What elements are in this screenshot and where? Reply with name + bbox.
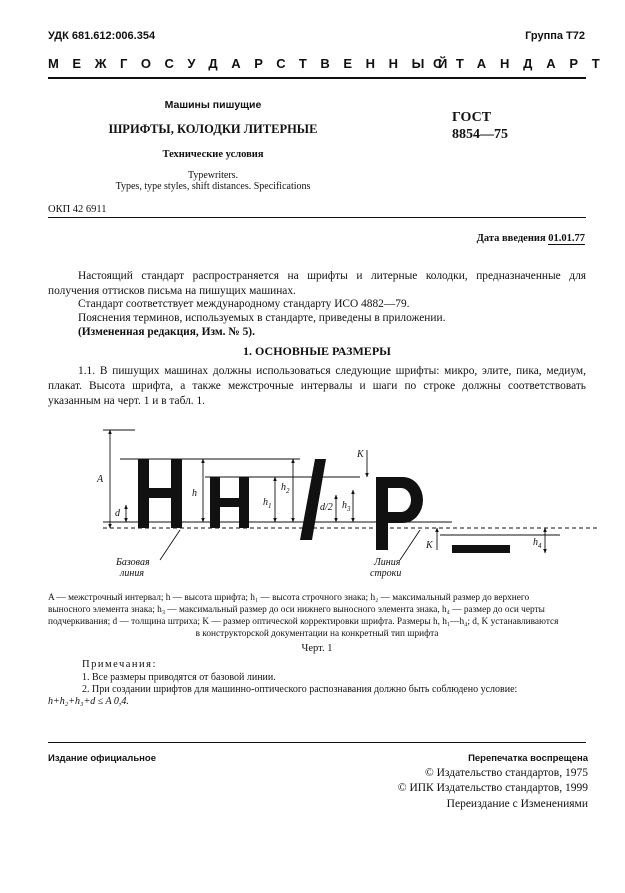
note-item-1: 1. Все размеры приводятся от базовой линии. bbox=[82, 672, 276, 683]
label-d2: d/2 bbox=[320, 502, 333, 513]
copyright-1975: © Издательство стандартов, 1975 bbox=[424, 767, 588, 779]
section-paragraph: 1.1. В пишущих машинах должны использоваться следующие шрифты: микро, элите, пика, медиум, плакат. Высота шрифта, а также межстрочные интервалы и шаги по строке должны соответствовать указанным на черт. 1 и в табл. 1. bbox=[48, 365, 586, 407]
english-title-line2: Types, type styles, shift distances. Specifications bbox=[115, 181, 311, 192]
gost-number: 8854—75 bbox=[452, 127, 508, 142]
label-h2: $h_2$ bbox=[281, 482, 290, 495]
label-A: A bbox=[97, 474, 104, 485]
figure-title: Черт. 1 bbox=[301, 643, 333, 654]
copyright-1999: © ИПК Издательство стандартов, 1999 bbox=[397, 782, 588, 794]
intro-paragraph-3: Пояснения терминов, используемых в стандарте, приведены в приложении. bbox=[78, 312, 446, 324]
figure-caption-line4: в конструкторской документации на конкретный тип шрифта bbox=[195, 629, 439, 639]
string-line-label-line1: Линия bbox=[374, 557, 401, 568]
english-title-line1: Typewriters. bbox=[187, 170, 239, 181]
label-d: d bbox=[115, 508, 120, 519]
label-h4: $h_4$ bbox=[533, 537, 542, 550]
footer-rule bbox=[48, 742, 586, 743]
intro-date bbox=[477, 233, 585, 244]
label-K-bottom: K bbox=[426, 540, 433, 551]
official-edition: Издание официальное bbox=[48, 753, 156, 764]
standard-banner bbox=[48, 56, 614, 71]
category: Машины пишущие bbox=[164, 99, 262, 111]
header-rule bbox=[48, 77, 586, 79]
intro-date-label: Дата введения bbox=[476, 233, 546, 244]
amendment-note: (Измененная редакция, Изм. № 5). bbox=[78, 326, 255, 338]
standard-word-standard: СТАНДАРТ bbox=[433, 56, 614, 71]
intro-date-value: 01.01.77 bbox=[548, 233, 585, 244]
notes-heading: Примечания: bbox=[82, 659, 157, 670]
standard-word-interstate: МЕЖГОСУДАРСТВЕННЫЙ bbox=[48, 56, 461, 71]
baseline-label-line1: Базовая bbox=[116, 557, 150, 568]
figure-1-drawing bbox=[0, 410, 625, 585]
label-h: h bbox=[192, 488, 197, 499]
figure-caption-line3: подчеркивания; d — толщина штриха; K — размер оптической корректировки шрифта. Размеры h, h₁—h₄; d, K устанавливаются bbox=[48, 617, 559, 627]
intro-paragraph-2: Стандарт соответствует международному стандарту ИСО 4882—79. bbox=[78, 298, 410, 310]
label-K-top: K bbox=[357, 449, 364, 460]
udk-code: УДК 681.612:006.354 bbox=[48, 30, 156, 42]
okp-code: ОКП 42 6911 bbox=[48, 204, 107, 215]
figure-caption-line1: A — межстрочный интервал; h — высота шрифта; h₁ — высота строчного знака; h₂ — максимальный размер до верхнего bbox=[48, 593, 530, 603]
string-line-label-line2: строки bbox=[370, 568, 402, 579]
okp-rule bbox=[48, 217, 586, 218]
doc-title: ШРИФТЫ, КОЛОДКИ ЛИТЕРНЫЕ bbox=[108, 122, 318, 136]
doc-subtitle: Технические условия bbox=[162, 149, 264, 160]
baseline-label-line2: линия bbox=[120, 568, 144, 579]
note-item-2: 2. При создании шрифтов для машинно-оптического распознавания должно быть соблюдено условие: bbox=[82, 684, 518, 695]
gost-label: ГОСТ bbox=[452, 110, 492, 125]
label-h1: $h_1$ bbox=[263, 497, 272, 510]
reissue-note: Переиздание с Изменениями bbox=[446, 798, 588, 810]
figure-caption-line2: выносного элемента знака; h₃ — максимальный размер до оси нижнего выносного элемента знака, h₄ — размер до оси черты bbox=[48, 605, 545, 615]
intro-paragraph-1: Настоящий стандарт распространяется на шрифты и литерные колодки, предназначенные для получения оттисков письма на пишущих машинах. bbox=[48, 270, 586, 297]
note-formula: h+h₂+h₃+d ≤ A 0,4. bbox=[48, 696, 129, 707]
group-code: Группа Т72 bbox=[525, 30, 585, 42]
label-h3: $h_3$ bbox=[342, 500, 351, 513]
reprint-forbidden: Перепечатка воспрещена bbox=[468, 753, 588, 764]
section-heading: 1. ОСНОВНЫЕ РАЗМЕРЫ bbox=[243, 344, 391, 358]
